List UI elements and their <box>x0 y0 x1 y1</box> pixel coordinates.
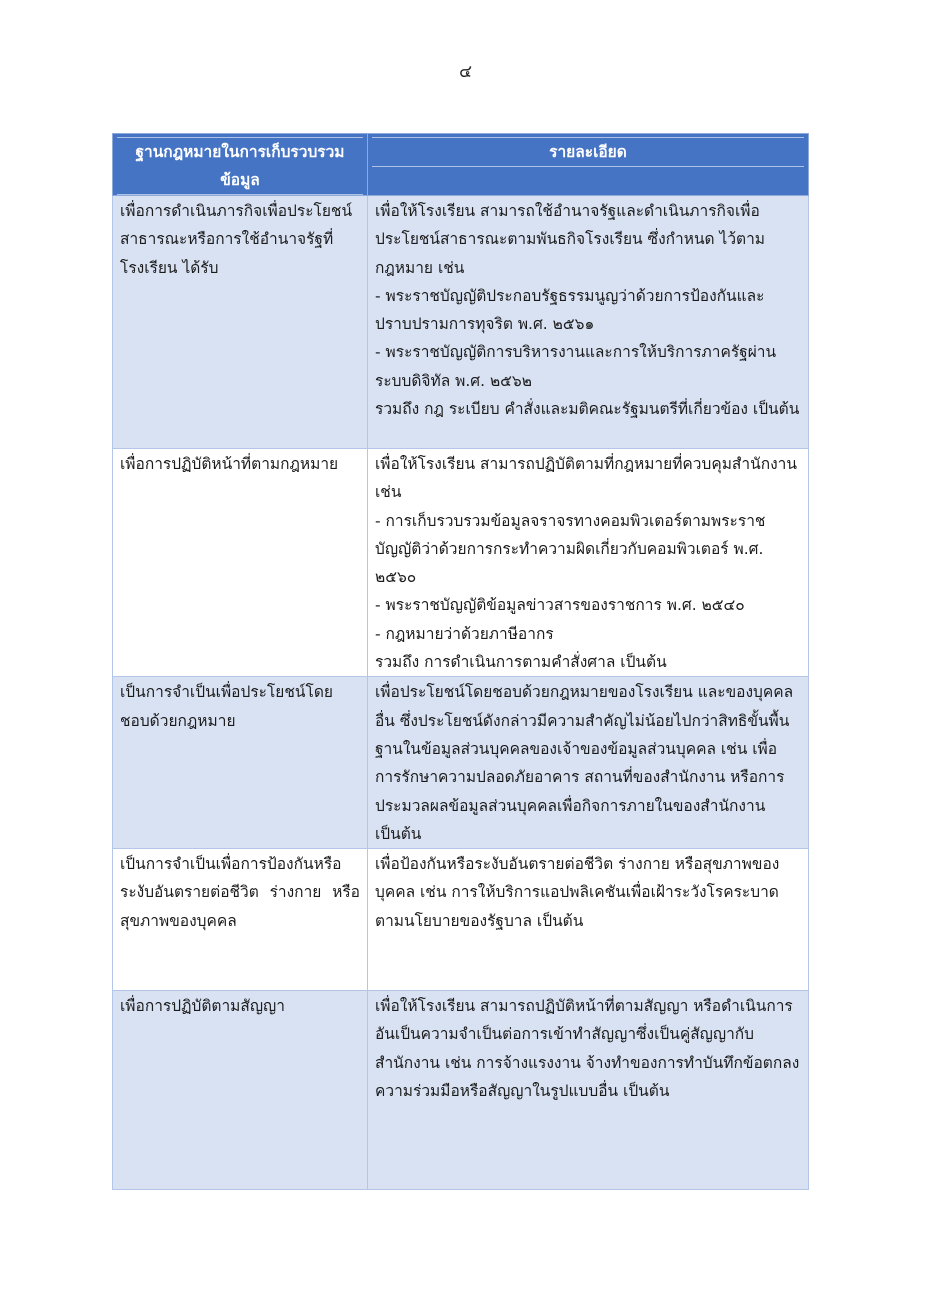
header-details: รายละเอียด <box>368 134 809 196</box>
basis-cell: เพื่อการดำเนินภารกิจเพื่อประโยชน์สาธารณะหรือการใช้อำนาจรัฐที่โรงเรียน ได้รับ <box>113 196 368 449</box>
details-line: - พระราชบัญญัติประกอบรัฐธรรมนูญว่าด้วยการป้องกันและปราบปรามการทุจริต พ.ศ. ๒๕๖๑ <box>375 286 765 334</box>
legal-basis-table <box>112 133 809 1190</box>
basis-cell: เพื่อการปฏิบัติหน้าที่ตามกฎหมาย <box>113 449 368 677</box>
header-legal-basis: ฐานกฎหมายในการเก็บรวบรวมข้อมูล <box>113 134 368 196</box>
table-row <box>113 677 809 849</box>
table-row <box>113 991 809 1190</box>
details-line: รวมถึง กฎ ระเบียบ คำสั่งและมติคณะรัฐมนตรีที่เกี่ยวข้อง เป็นต้น <box>375 400 800 419</box>
basis-cell: เป็นการจำเป็นเพื่อประโยชน์โดยชอบด้วยกฎหมาย <box>113 677 368 849</box>
details-line: เพื่อให้โรงเรียน สามารถปฏิบัติหน้าที่ตามสัญญา หรือดำเนินการอันเป็นความจำเป็นต่อการเข้าทำสัญญาซึ่งเป็นคู่สัญญากับสำนักงาน เช่น การจ้างแรงงาน จ้างทำของการทำบันทึกข้อตกลงความร่วมมือหรือสัญญาในรูปแบบอื่น เป็นต้น <box>375 997 800 1101</box>
details-line: - พระราชบัญญัติข้อมูลข่าวสารของราชการ พ.ศ. ๒๕๔๐ <box>375 596 745 615</box>
basis-cell: เป็นการจำเป็นเพื่อการป้องกันหรือระงับอันตรายต่อชีวิต ร่างกาย หรือสุขภาพของบุคคล <box>113 849 368 991</box>
details-cell <box>368 677 809 849</box>
details-line: เพื่อป้องกันหรือระงับอันตรายต่อชีวิต ร่างกาย หรือสุขภาพของบุคคล เช่น การให้บริการแอปพลิเคชันเพื่อเฝ้าระวังโรคระบาดตามนโยบายของรัฐบาล เป็นต้น <box>375 855 780 930</box>
details-cell <box>368 449 809 677</box>
details-line: เพื่อประโยชน์โดยชอบด้วยกฎหมายของโรงเรียน และของบุคคลอื่น ซึ่งประโยชน์ดังกล่าวมีความสำคัญไม่น้อยไปกว่าสิทธิขั้นพื้นฐานในข้อมูลส่วนบุคคลของเจ้าของข้อมูลส่วนบุคคล เช่น เพื่อการรักษาความปลอดภัยอาคาร สถานที่ของสำนักงาน หรือการประมวลผลข้อมูลส่วนบุคคลเพื่อกิจการภายในของสำนักงาน เป็นต้น <box>375 683 794 843</box>
details-line: - การเก็บรวบรวมข้อมูลจราจรทางคอมพิวเตอร์ตามพระราชบัญญัติว่าด้วยการกระทำความผิดเกี่ยวกับคอมพิวเตอร์ พ.ศ. ๒๕๖๐ <box>375 511 766 587</box>
table-header-row <box>113 134 809 196</box>
basis-cell: เพื่อการปฏิบัติตามสัญญา <box>113 991 368 1190</box>
details-cell <box>368 991 809 1190</box>
details-line: - กฎหมายว่าด้วยภาษีอากร <box>375 624 554 643</box>
details-line: เพื่อให้โรงเรียน สามารถปฏิบัติตามที่กฎหมายที่ควบคุมสำนักงาน เช่น <box>375 455 797 502</box>
table-row <box>113 849 809 991</box>
page-number: ๔ <box>459 62 472 82</box>
details-cell <box>368 196 809 449</box>
table-row <box>113 196 809 449</box>
details-line: เพื่อให้โรงเรียน สามารถใช้อำนาจรัฐและดำเนินภารกิจเพื่อประโยชน์สาธารณะตามพันธกิจโรงเรียน ซึ่งกำหนด ไว้ตามกฎหมาย เช่น <box>375 202 766 277</box>
details-cell <box>368 849 809 991</box>
details-line: รวมถึง การดำเนินการตามคำสั่งศาล เป็นต้น <box>375 653 667 672</box>
details-line: - พระราชบัญญัติการบริหารงานและการให้บริการภาครัฐผ่านระบบดิจิทัล พ.ศ. ๒๕๖๒ <box>375 343 777 390</box>
table-row <box>113 449 809 677</box>
